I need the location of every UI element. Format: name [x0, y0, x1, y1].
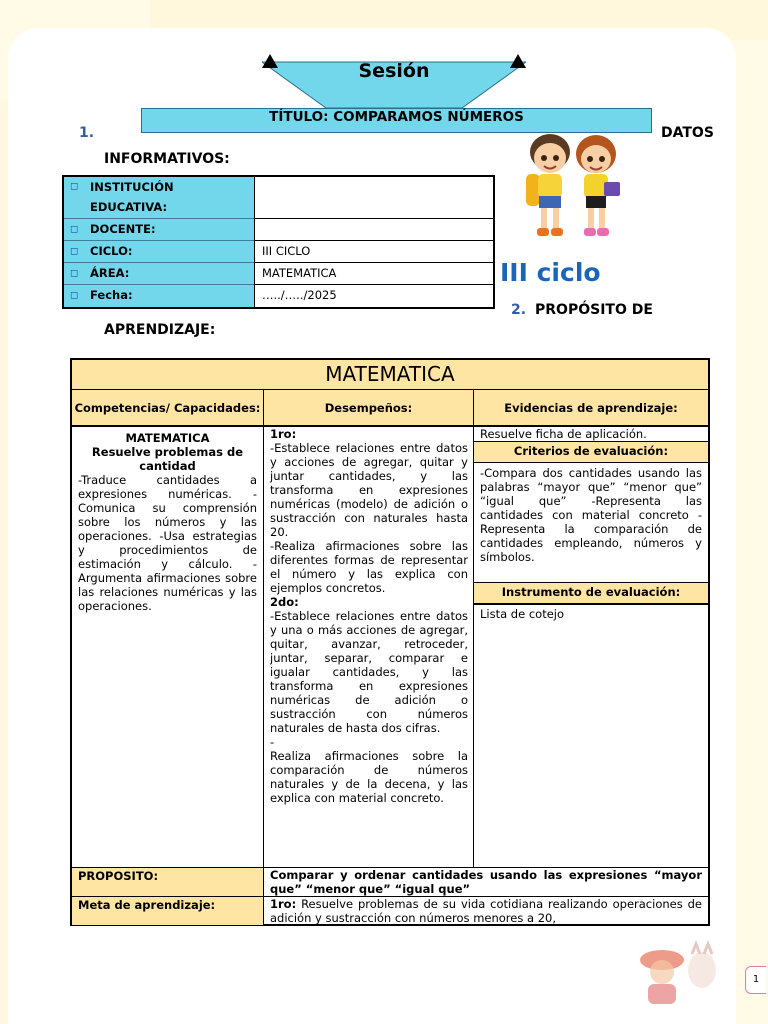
desempenos-1b: -Realiza afirmaciones sobre las diferentes formas de representar el número y las explica con ejemplos concretos.: [270, 539, 468, 595]
session-banner: [262, 54, 526, 116]
section-2-label-b: APRENDIZAJE:: [104, 322, 216, 338]
meta-text: 1ro: Resuelve problemas de su vida cotidiana realizando operaciones de adición y sustracción con números menores a 20,: [270, 897, 702, 925]
info-label: ◻ Fecha:: [64, 285, 254, 307]
section-2-label-a: PROPÓSITO DE: [535, 302, 653, 318]
info-value[interactable]: [254, 219, 493, 241]
info-value[interactable]: …../…../2025: [254, 285, 493, 307]
table-heading: MATEMATICA: [72, 360, 708, 390]
evidence-text: Resuelve ficha de aplicación.: [480, 427, 647, 441]
desempenos-grade-2: 2do:: [270, 595, 299, 609]
competencias-competence: Resuelve problemas de cantidad: [91, 445, 244, 473]
desempenos-2-dash: -: [270, 735, 275, 749]
info-label: ◻ INSTITUCIÓN EDUCATIVA:: [64, 177, 254, 219]
competencias-area: MATEMATICA: [125, 431, 210, 445]
desempenos-grade-1: 1ro:: [270, 427, 297, 441]
info-label: ◻ ÁREA:: [64, 263, 254, 285]
criterios-text: -Compara dos cantidades usando las palabras “mayor que” “menor que” “igual que” -Representa las cantidades con material concreto -Representa la comparación de cantidades empleando, números y símbolos.: [480, 466, 702, 564]
left-margin-strip: [0, 100, 8, 1024]
instrumento-header: Instrumento de evaluación:: [474, 582, 708, 605]
desempenos-cell: [264, 427, 474, 867]
info-row: [64, 263, 493, 285]
desempenos-2a: -Establece relaciones entre datos y una o más acciones de agregar, quitar, avanzar, retroceder, juntar, separar, comparar e igualar cantidades, y las transforma en expresiones numéricas de adición o sustracción con números naturales de hasta dos cifras.: [270, 609, 468, 735]
section-1-number: 1.: [79, 125, 95, 141]
footer-illustration: [620, 940, 724, 1010]
session-title: TÍTULO: COMPARAMOS NÚMEROS: [141, 108, 652, 133]
info-value[interactable]: [254, 177, 493, 219]
info-label: ◻ CICLO:: [64, 241, 254, 263]
bullet-icon: ◻: [70, 246, 79, 257]
desempenos-1a: -Establece relaciones entre datos y acciones de agregar, quitar y juntar cantidades, y las transforma en expresiones numéricas (modelo) de adición o sustracción con naturales hasta 20.: [270, 441, 468, 539]
col-header-competencias: Competencias/ Capacidades:: [72, 390, 264, 427]
bullet-icon: ◻: [70, 290, 79, 301]
section-1-label-a: DATOS: [661, 125, 714, 141]
page-number: 1: [745, 966, 766, 994]
banner-title: Sesión: [358, 60, 430, 82]
info-row: [64, 285, 493, 307]
instrumento-text: Lista de cotejo: [480, 607, 565, 621]
info-value[interactable]: III CICLO: [254, 241, 493, 263]
desempenos-2b: Realiza afirmaciones sobre la comparación de números naturales y de la decena, y las explica con material concreto.: [270, 749, 468, 805]
info-label: ◻ DOCENTE:: [64, 219, 254, 241]
meta-label: Meta de aprendizaje:: [72, 897, 264, 926]
section-1-label-b: INFORMATIVOS:: [104, 151, 230, 167]
section-2-number: 2.: [511, 302, 527, 318]
children-illustration: [520, 132, 628, 244]
competencias-cell: [72, 427, 264, 867]
bullet-icon: ◻: [70, 181, 79, 192]
proposito-text: Comparar y ordenar cantidades usando las expresiones “mayor que” “menor que” “igual que”: [270, 868, 702, 896]
info-row: [64, 219, 493, 241]
bullet-icon: ◻: [70, 268, 79, 279]
info-row: [64, 177, 493, 219]
info-row: [64, 241, 493, 263]
competencias-items: -Traduce cantidades a expresiones numéricas. -Comunica su comprensión sobre los números y las operaciones. -Usa estrategias y procedimientos de estimación y cálculo. -Argumenta afirmaciones sobre las relaciones numéricas y las operaciones.: [78, 473, 257, 613]
proposito-label: PROPOSITO:: [72, 868, 264, 896]
ciclo-label: III ciclo: [500, 258, 601, 287]
col-header-desempenos: Desempeños:: [264, 390, 474, 427]
info-table: [62, 175, 495, 309]
criterios-header: Criterios de evaluación:: [474, 441, 708, 463]
math-table: [70, 358, 710, 926]
bullet-icon: ◻: [70, 224, 79, 235]
info-value[interactable]: MATEMATICA: [254, 263, 493, 285]
col-header-evidencias: Evidencias de aprendizaje:: [474, 390, 708, 427]
